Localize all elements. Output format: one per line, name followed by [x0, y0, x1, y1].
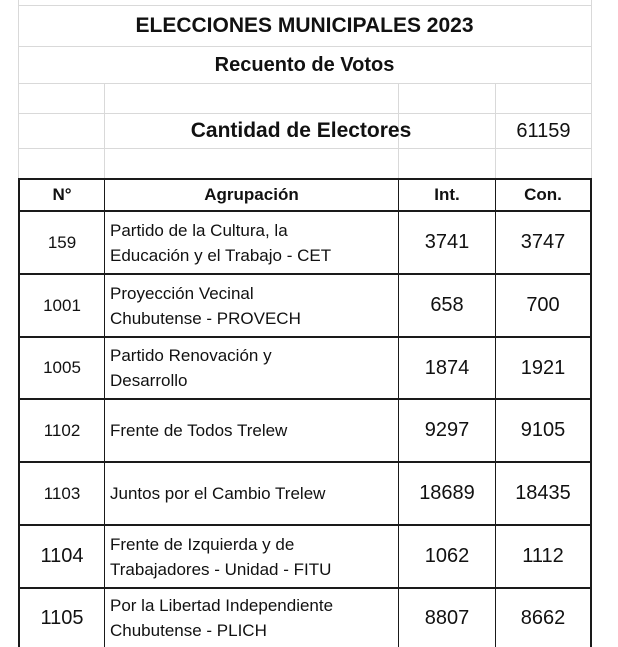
agrupacion-line2: Chubutense - PLICH: [110, 621, 267, 640]
row-num: 1001: [43, 295, 81, 315]
row-int: 9297: [424, 419, 470, 441]
agrupacion-line1: Frente de Todos Trelew: [110, 421, 288, 440]
row-agrupacion: [105, 589, 398, 647]
header-agrupacion: Agrupación: [204, 185, 299, 204]
header-int: Int.: [434, 185, 460, 204]
row-con: 8662: [520, 606, 566, 629]
row-con: 1921: [520, 356, 566, 379]
row-agrupacion: [105, 526, 398, 587]
row-num: 1102: [43, 420, 81, 440]
header-con: Con.: [524, 185, 562, 204]
agrupacion-line2: Desarrollo: [110, 371, 188, 390]
row-agrupacion: [105, 400, 398, 461]
row-num: 1005: [43, 358, 81, 377]
electores-value: 61159: [516, 119, 571, 142]
electores-label: Cantidad de Electores: [190, 119, 412, 142]
row-con: 18435: [515, 482, 571, 504]
row-con: 1112: [522, 545, 564, 567]
row-num: 1105: [40, 606, 84, 629]
table-border: [590, 178, 592, 647]
row-agrupacion: [105, 338, 398, 398]
agrupacion-line1: Proyección Vecinal: [110, 283, 254, 303]
row-con: 3747: [520, 231, 566, 253]
row-agrupacion: [105, 463, 398, 524]
sheet-title: ELECCIONES MUNICIPALES 2023: [135, 14, 474, 37]
agrupacion-line1: Partido de la Cultura, la: [110, 220, 288, 240]
header-num: N°: [52, 185, 72, 204]
row-int: 8807: [424, 606, 470, 629]
row-agrupacion: [105, 275, 398, 336]
agrupacion-line1: Por la Libertad Independiente: [110, 596, 334, 615]
row-int: 1062: [424, 545, 470, 567]
row-num: 159: [47, 232, 77, 252]
row-int: 658: [430, 294, 464, 316]
row-int: 18689: [419, 482, 475, 504]
agrupacion-line1: Frente de Izquierda y de: [110, 534, 295, 554]
row-agrupacion: [105, 212, 398, 273]
row-int: 3741: [424, 231, 470, 253]
agrupacion-line2: Educación y el Trabajo - CET: [110, 245, 332, 265]
agrupacion-line1: Partido Renovación y: [110, 346, 272, 365]
row-num: 1104: [40, 545, 84, 567]
row-num: 1103: [43, 483, 81, 503]
row-con: 9105: [520, 419, 566, 441]
row-int: 1874: [424, 356, 470, 379]
row-con: 700: [526, 294, 560, 316]
agrupacion-line2: Trabajadores - Unidad - FITU: [110, 559, 332, 579]
agrupacion-line2: Chubutense - PROVECH: [110, 308, 301, 328]
gridline: [591, 0, 592, 178]
sheet-subtitle: Recuento de Votos: [214, 53, 395, 76]
agrupacion-line1: Juntos por el Cambio Trelew: [110, 484, 326, 503]
